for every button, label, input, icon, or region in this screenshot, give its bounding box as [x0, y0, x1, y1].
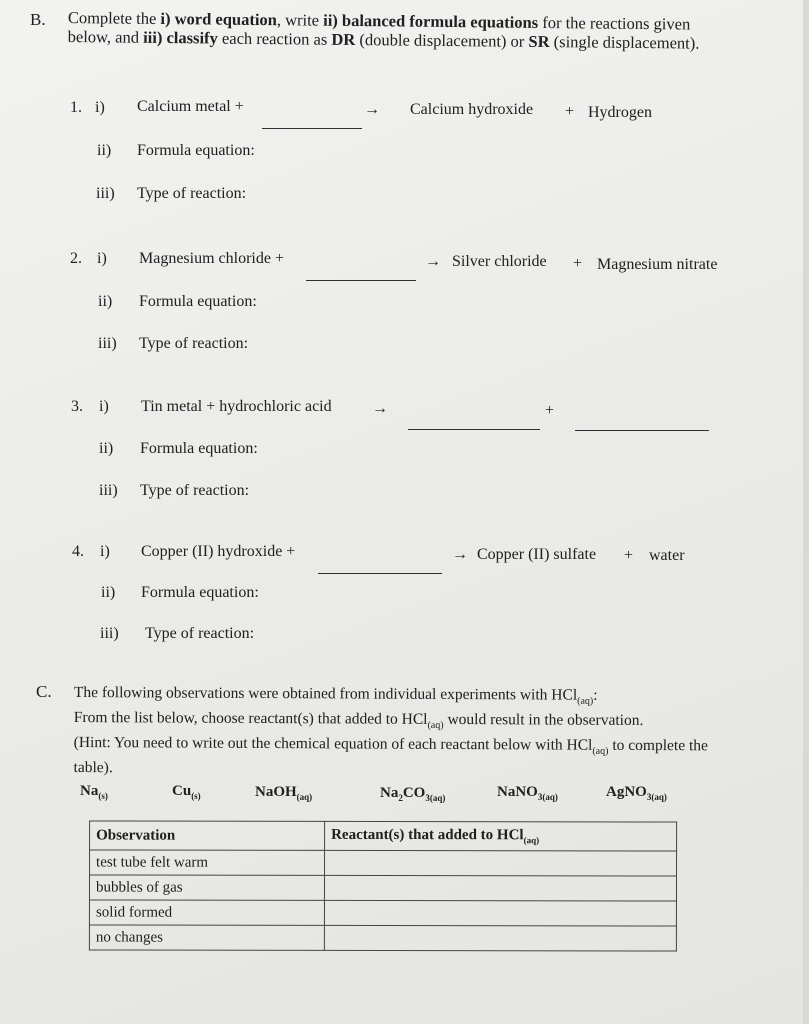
table-header-row — [90, 821, 677, 851]
intro-text: , write — [276, 10, 324, 30]
question-1-type-label: Type of reaction: — [137, 185, 247, 202]
intro-text: Complete the — [67, 8, 161, 28]
question-2-blank[interactable] — [306, 268, 416, 286]
question-3-number: 3. — [71, 398, 83, 415]
question-4-i-label: i) — [100, 543, 110, 560]
reactant-naoh: NaOH$_{(aq)}$ — [255, 784, 313, 802]
table-row — [89, 900, 676, 926]
question-3-iii-label: iii) — [99, 482, 118, 499]
question-2-ii-label: ii) — [98, 293, 113, 310]
c-text: The following observations were obtained from individual experiments with HCl — [73, 684, 578, 704]
observation-table — [89, 820, 677, 951]
c-sub: (aq) — [427, 720, 444, 732]
table-row — [89, 875, 676, 901]
question-4-blank[interactable] — [318, 561, 442, 579]
question-2-product-1: Silver chloride — [452, 253, 547, 270]
answer-cell[interactable] — [324, 875, 676, 901]
c-text: : — [593, 686, 598, 704]
question-3-i-label: i) — [99, 398, 109, 415]
question-3-plus: + — [545, 402, 555, 419]
question-1-ii-label: ii) — [97, 142, 112, 159]
question-2-reactant: Magnesium chloride + — [139, 250, 284, 267]
reactant-agno3: AgNO$_{3(aq)}$ — [606, 784, 667, 802]
question-2-number: 2. — [70, 250, 82, 267]
intro-text: each reaction as — [217, 28, 332, 49]
section-c-letter: C. — [36, 682, 52, 701]
observation-cell: solid formed — [89, 900, 324, 925]
question-1-blank[interactable] — [262, 116, 362, 134]
c-sub: (aq) — [592, 745, 609, 758]
intro-text: (single displacement). — [549, 32, 700, 53]
question-3-type-label: Type of reaction: — [140, 482, 250, 499]
answer-cell[interactable] — [324, 925, 676, 951]
question-3-blank-product-1[interactable] — [408, 417, 540, 435]
question-2-formula-label: Formula equation: — [139, 293, 257, 310]
question-2-type-label: Type of reaction: — [139, 335, 249, 352]
question-3-ii-label: ii) — [99, 440, 114, 457]
question-1-number: 1. — [70, 99, 82, 116]
question-1-arrow: → — [364, 101, 380, 118]
question-3-arrow: → — [372, 400, 388, 417]
answer-cell[interactable] — [324, 900, 676, 926]
question-1-product-1: Calcium hydroxide — [410, 101, 534, 118]
question-4-iii-label: iii) — [100, 625, 119, 642]
section-b-instructions — [68, 8, 728, 53]
question-1-formula-label: Formula equation: — [137, 142, 255, 159]
reactant-na: $Na_{(s)}$ — [80, 783, 108, 801]
c-text: From the list below, choose reactant(s) that added to HCl — [73, 709, 428, 728]
question-1-iii-label: iii) — [96, 185, 115, 202]
intro-bold: ii) balanced formula equations — [323, 10, 539, 32]
question-1-i-label: i) — [95, 99, 105, 116]
section-c-line-3 — [74, 733, 734, 781]
section-c-line-1 — [74, 683, 734, 712]
question-4-number: 4. — [72, 543, 84, 560]
c-text: to complete the table). — [73, 736, 708, 777]
question-4-ii-label: ii) — [101, 584, 116, 601]
header-observation: Observation — [90, 821, 325, 850]
question-2-i-label: i) — [97, 250, 107, 267]
reactant-na2co3: $Na_2CO_{3(aq)}$ — [380, 785, 446, 803]
section-b-letter: B. — [30, 10, 46, 29]
question-3-formula-label: Formula equation: — [140, 440, 258, 457]
question-2-product-2: Magnesium nitrate — [597, 256, 718, 273]
intro-bold: iii) classify — [143, 27, 218, 48]
reactant-cu: $Cu_{(s)}$ — [172, 783, 201, 801]
question-3-reactants: Tin metal + hydrochloric acid — [141, 398, 332, 415]
observation-cell: bubbles of gas — [89, 875, 324, 900]
header-reactants: Reactant(s) that added to HCl$_{(aq)}$ — [325, 821, 677, 851]
observation-cell: no changes — [89, 925, 324, 950]
c-sub: (aq) — [577, 695, 594, 707]
question-1-product-2: Hydrogen — [588, 104, 652, 121]
question-4-reactant: Copper (II) hydroxide + — [141, 543, 296, 560]
section-c-instructions — [74, 683, 734, 781]
intro-text: for the reactions given below, and — [67, 12, 691, 47]
c-text: (Hint: You need to write out the chemical equation of each reactant below with HCl — [73, 734, 593, 754]
question-4-product-1: Copper (II) sulfate — [477, 546, 597, 563]
page-edge — [803, 0, 809, 1024]
question-3-blank-product-2[interactable] — [575, 418, 709, 436]
question-4-plus: + — [624, 547, 634, 564]
reactant-nano3: NaNO$_{3(aq)}$ — [497, 784, 558, 802]
question-4-formula-label: Formula equation: — [141, 584, 259, 601]
table-row — [90, 850, 677, 876]
section-c-line-2 — [74, 708, 734, 737]
observation-cell: test tube felt warm — [90, 850, 325, 875]
question-4-product-2: water — [649, 547, 685, 564]
question-2-plus: + — [573, 255, 583, 272]
intro-bold: SR — [528, 31, 550, 52]
question-2-iii-label: iii) — [98, 335, 117, 352]
intro-bold: i) word equation — [160, 8, 278, 30]
answer-cell[interactable] — [325, 850, 677, 876]
question-1-reactant: Calcium metal + — [137, 98, 244, 115]
question-2-arrow: → — [425, 253, 441, 270]
table-row — [89, 925, 676, 951]
question-1-plus: + — [565, 103, 575, 120]
intro-text: (double displacement) or — [355, 30, 529, 51]
intro-bold: DR — [331, 29, 356, 50]
question-4-type-label: Type of reaction: — [145, 625, 255, 642]
question-4-arrow: → — [452, 546, 468, 563]
c-text: would result in the observation. — [443, 711, 644, 730]
